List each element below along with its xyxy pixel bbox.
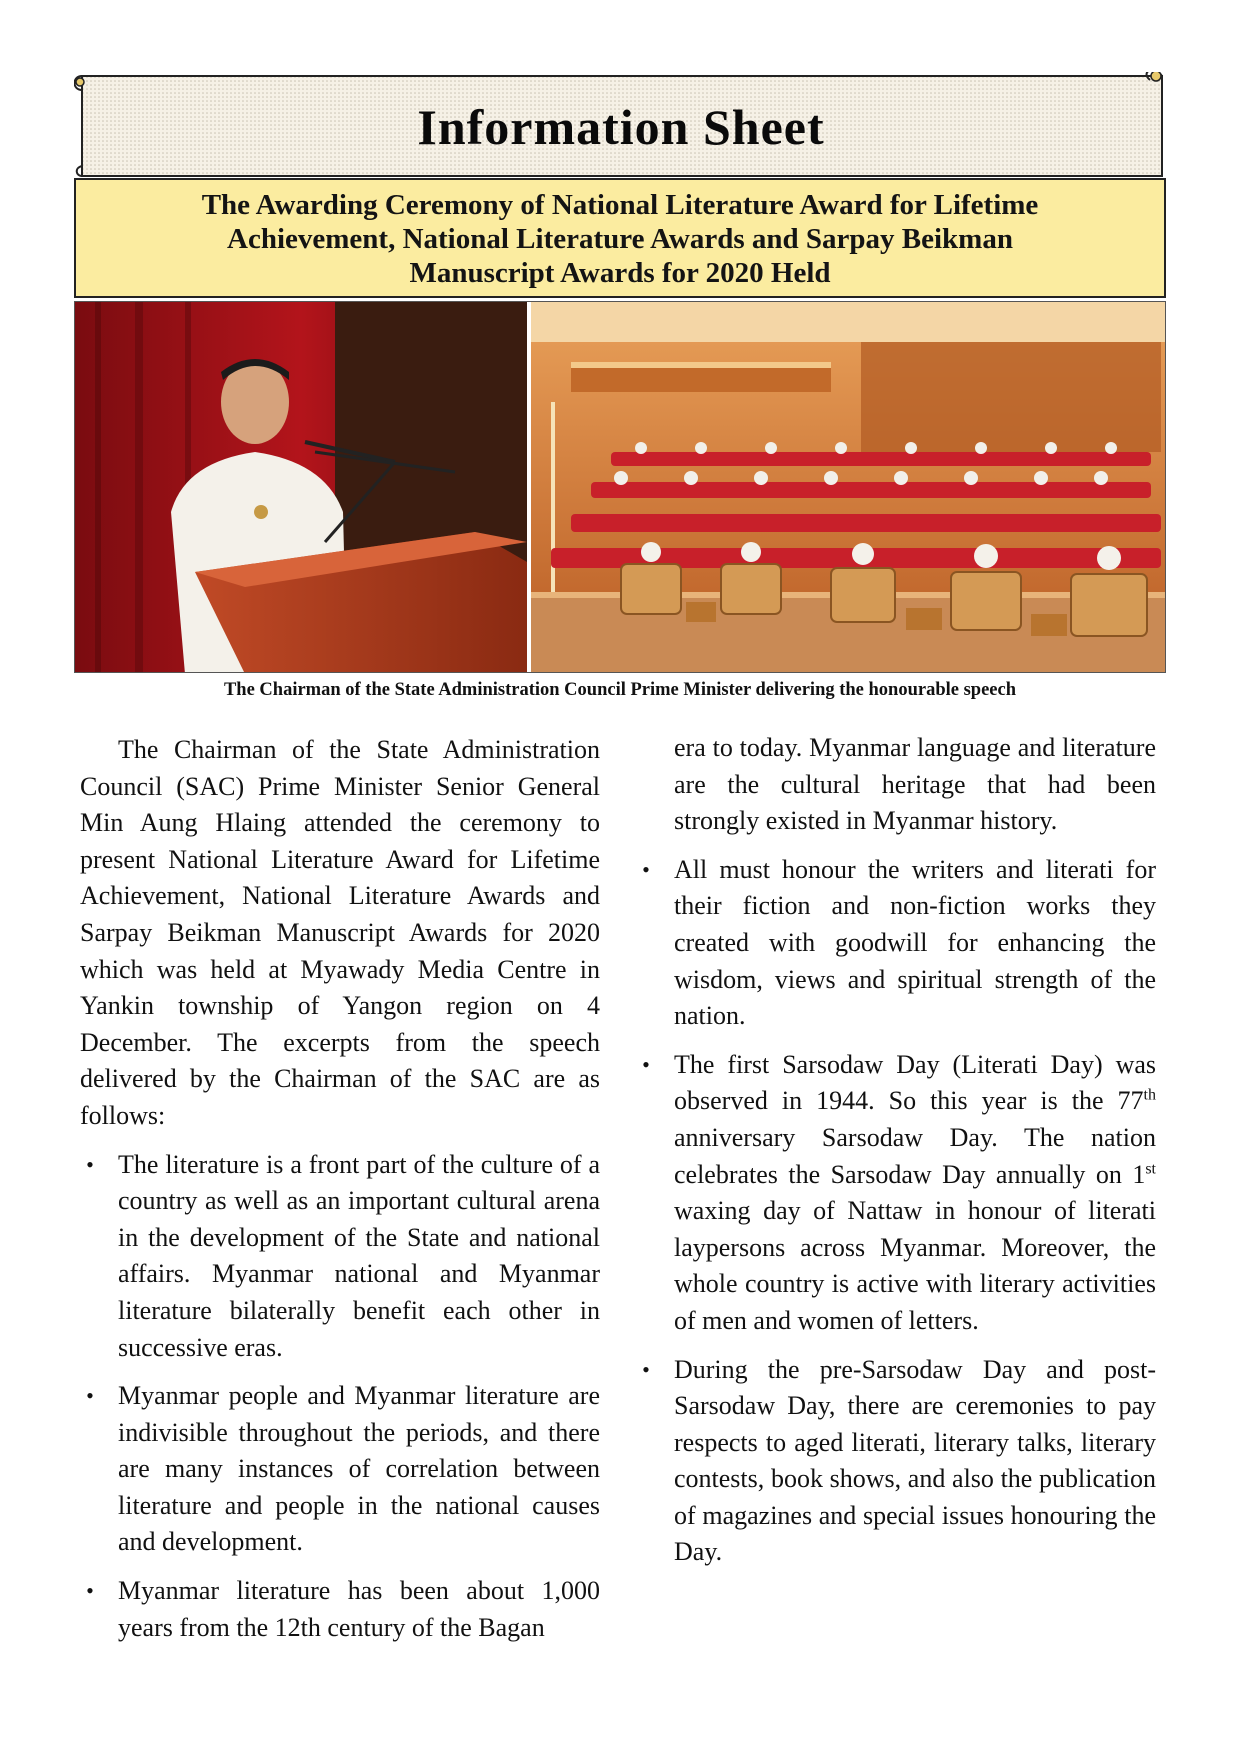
subtitle-line: Achievement, National Literature Awards and Sarpay Beikman	[227, 223, 1013, 255]
left-column	[80, 732, 600, 1646]
bullet-list	[636, 852, 1156, 1571]
right-column	[636, 730, 1156, 1571]
bullet-list	[80, 1147, 600, 1647]
list-item	[80, 1573, 600, 1646]
auditorium-photo	[531, 302, 1166, 673]
bullet-text-part: waxing day of Nattaw in honour of literati laypersons across Myanmar. Moreover, the whole country is active with literary activities of men and women of letters.	[674, 1196, 1156, 1335]
subtitle-line: Manuscript Awards for 2020 Held	[409, 257, 831, 289]
photo-illustration	[75, 302, 1166, 673]
bullet-icon: •	[86, 1151, 94, 1177]
list-item	[80, 1147, 600, 1367]
photo-caption: The Chairman of the State Administration Council Prime Minister delivering the honourable speech	[223, 680, 1017, 700]
bullet-icon: •	[642, 1051, 650, 1077]
bullet-text: The literature is a front part of the culture of a country as well as an important cultural arena in the development of the State and national affairs. Myanmar national and Myanmar literature bilaterally benefit each other in successive eras.	[118, 1149, 600, 1362]
ordinal-suffix: th	[1143, 1086, 1156, 1104]
list-item	[636, 1352, 1156, 1572]
title-banner	[74, 72, 1168, 182]
bullet-icon: •	[642, 1356, 650, 1382]
list-item	[636, 1047, 1156, 1340]
bullet-icon: •	[86, 1383, 94, 1409]
subtitle-box	[74, 178, 1166, 298]
speaker-photo	[75, 302, 527, 673]
page-title: Information Sheet	[417, 99, 825, 155]
intro-paragraph: The Chairman of the State Administration Council (SAC) Prime Minister Senior General Min Aung Hlaing attended the ceremony to present National Literature Award for Lifetime Achievement, National Literature Awards and Sarpay Beikman Manuscript Awards for 2020 which was held at Myawady Media Centre in Yankin township of Yangon region on 4 December. The excerpts from the speech delivered by the Chairman of the SAC are as follows:	[80, 735, 600, 1130]
list-item	[80, 1378, 600, 1561]
bullet-text: During the pre-Sarsodaw Day and post-Sarsodaw Day, there are ceremonies to pay respects to aged literati, literary talks, literary contests, book shows, and also the publication of magazines and special issues honouring the Day.	[674, 1354, 1156, 1567]
bullet-text: Myanmar people and Myanmar literature are indivisible throughout the periods, and there are many instances of correlation between literature and people in the national causes and development.	[118, 1381, 600, 1557]
subtitle-line: The Awarding Ceremony of National Literature Award for Lifetime	[201, 189, 1039, 221]
bullet-text: Myanmar literature has been about 1,000 years from the 12th century of the Bagan	[118, 1576, 600, 1642]
bullet-text-part: anniversary Sarsodaw Day. The nation celebrates the Sarsodaw Day annually on 1	[674, 1122, 1156, 1189]
bullet-text-part: The first Sarsodaw Day (Literati Day) was observed in 1944. So this year is the 77	[674, 1049, 1156, 1116]
bullet-icon: •	[86, 1578, 94, 1604]
ordinal-suffix: st	[1145, 1159, 1156, 1177]
ceremony-photos	[74, 301, 1166, 673]
bullet-continuation: era to today. Myanmar language and literature are the cultural heritage that had been strongly existed in Myanmar history.	[674, 733, 1156, 836]
list-item	[636, 852, 1156, 1035]
bullet-icon: •	[642, 856, 650, 882]
bullet-text	[674, 1050, 1156, 1335]
bullet-text: All must honour the writers and literati for their fiction and non-fiction works they created with goodwill for enhancing the wisdom, views and spiritual strength of the nation.	[674, 854, 1156, 1031]
